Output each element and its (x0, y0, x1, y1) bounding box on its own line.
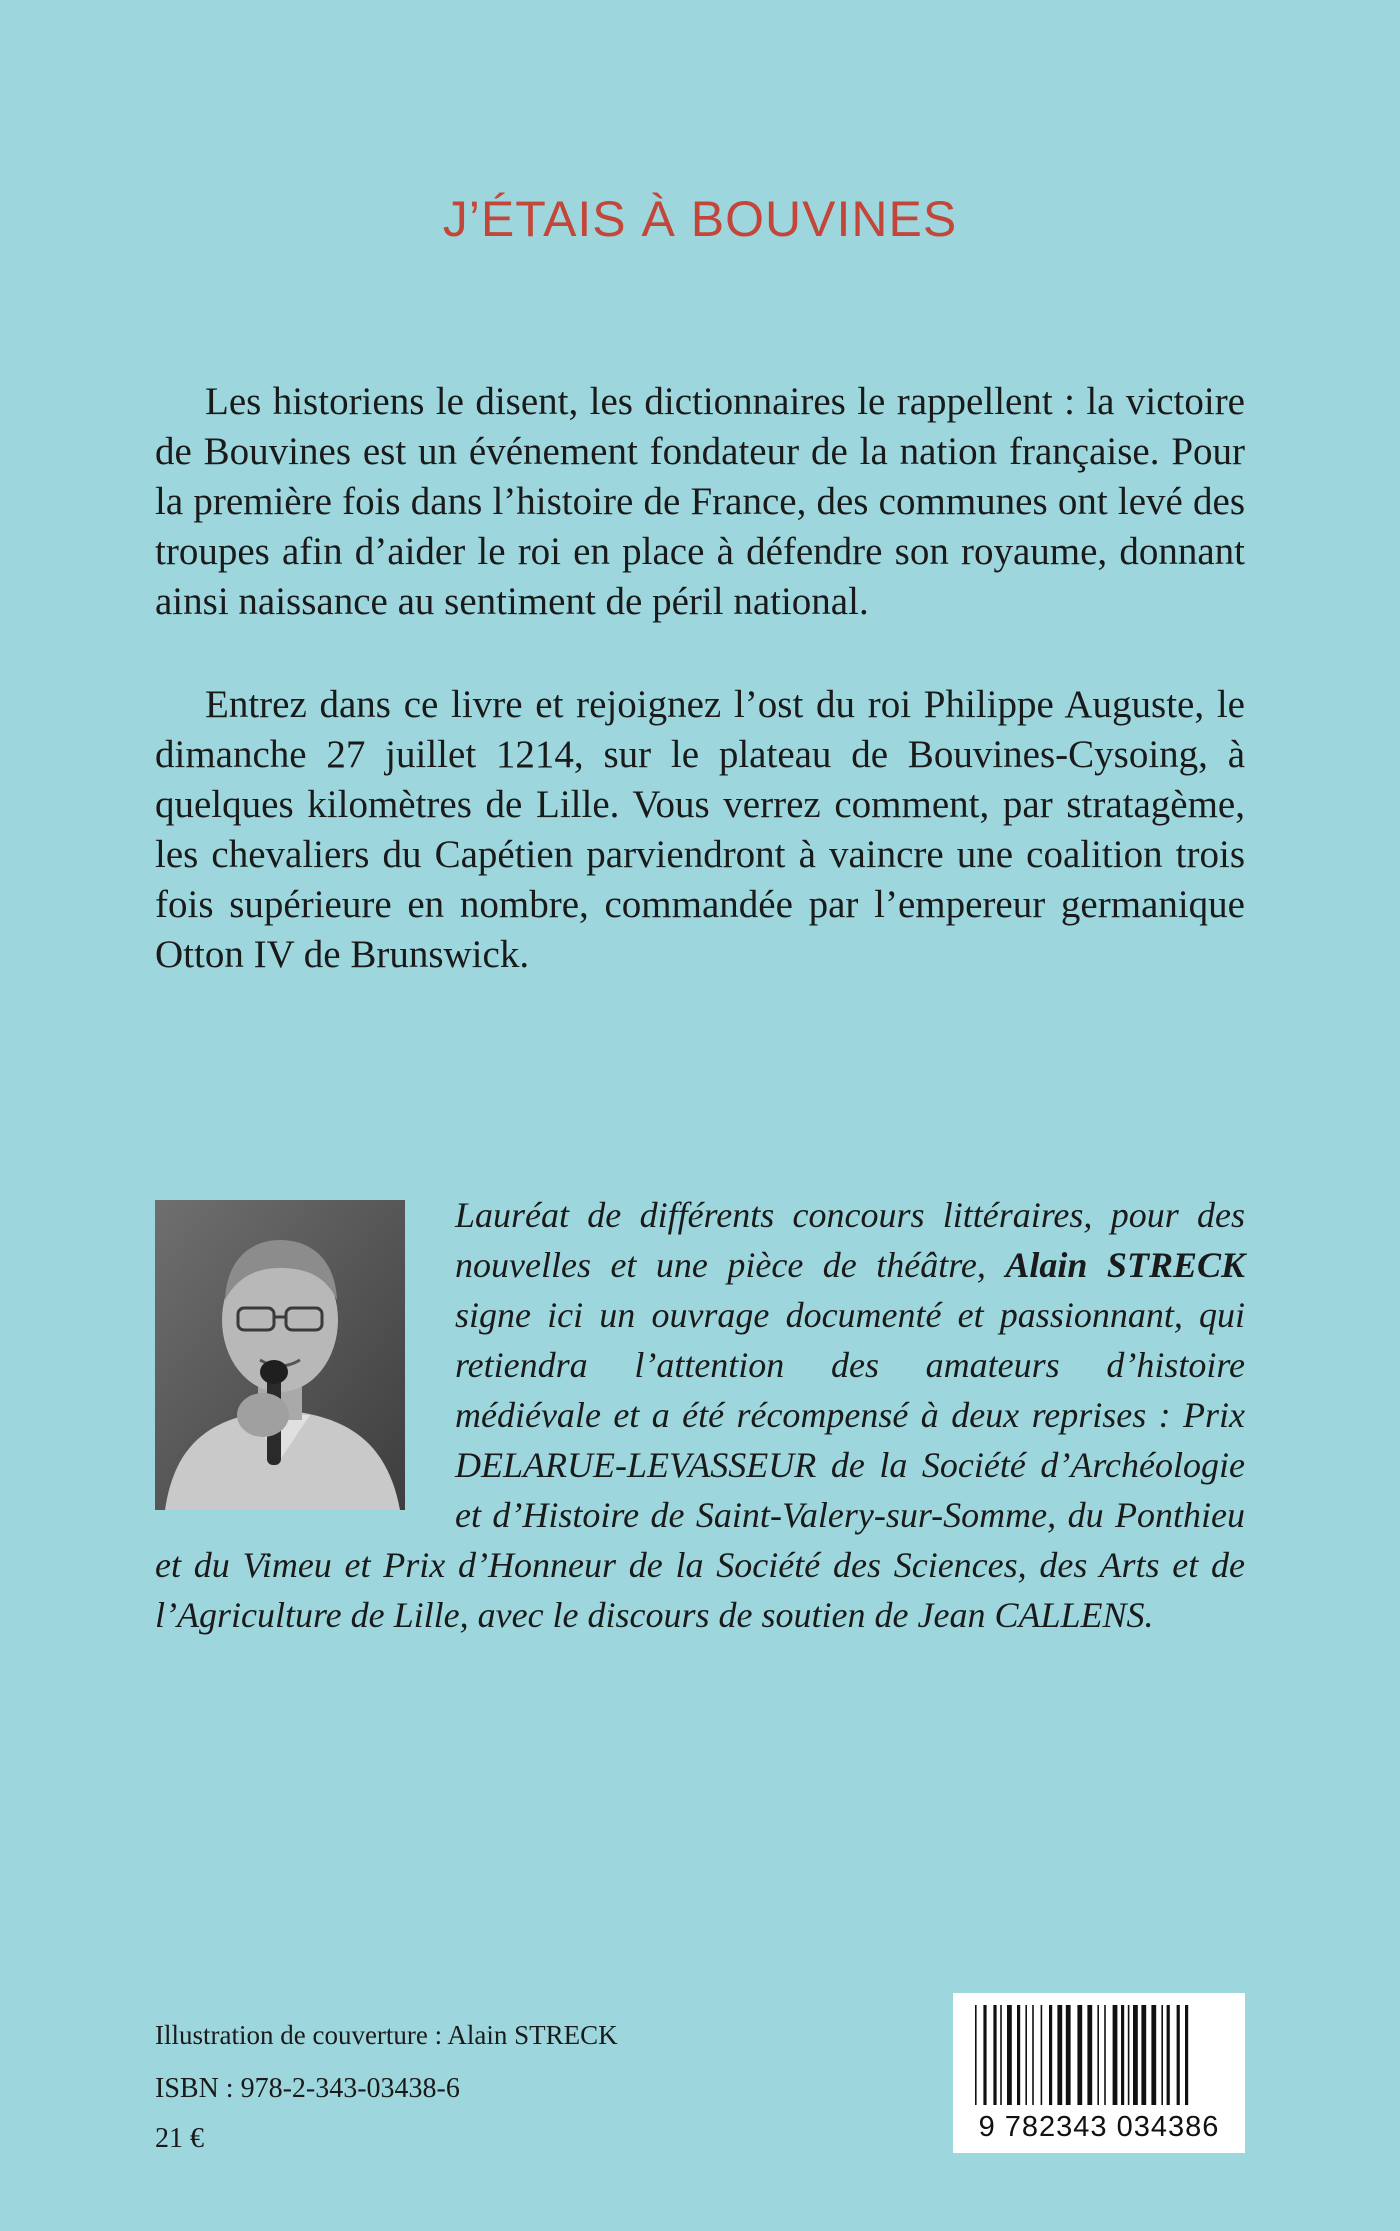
barcode-bar (1000, 2005, 1002, 2105)
barcode-bar (1032, 2005, 1034, 2105)
barcode-bar (1077, 2005, 1082, 2105)
barcode-bar (1161, 2005, 1163, 2105)
barcode-bar (993, 2005, 996, 2105)
isbn: ISBN : 978-2-343-03438-6 (155, 2073, 460, 2104)
barcode-bar (1087, 2005, 1092, 2105)
barcode-bar (1007, 2005, 1012, 2105)
barcode-bar (983, 2005, 986, 2105)
barcode-bar (1177, 2005, 1180, 2105)
price: 21 € (155, 2123, 204, 2154)
barcode-bar (1017, 2005, 1020, 2105)
barcode-bar (1185, 2005, 1188, 2105)
book-title: J’ÉTAIS À BOUVINES (442, 191, 958, 247)
barcode-bar (1049, 2005, 1052, 2105)
barcode (953, 1993, 1245, 2153)
barcode-bar (1041, 2005, 1043, 2105)
bio-text-end: signe ici un ouvrage documenté et passionnant, qui retiendra l’attention des amateurs d’histoire médiévale et a été récompensé à deux reprises : Prix DELARUE-LEVASSEUR de la Société d’Archéologie et d’Histoire de Saint-Valery-sur-Somme, du Ponthieu et du Vimeu et Prix d’Honneur de la Société des Sciences, des Arts et de l’Agriculture de Lille, avec le discours de soutien de Jean CALLENS. (155, 1295, 1245, 1635)
barcode-bar (1057, 2005, 1062, 2105)
author-name: Alain STRECK (1005, 1245, 1245, 1285)
synopsis-paragraph-1: Les historiens le disent, les dictionnaires le rappellent : la victoire de Bouvines est un événement fondateur de la nation française. Pour la première fois dans l’histoire de France, des communes ont levé des troupes afin d’aider le roi en place à défendre son royaume, donnant ainsi naissance au sentiment de péril national. (155, 380, 1245, 623)
barcode-bar (1113, 2005, 1118, 2105)
barcode-bar (1025, 2005, 1027, 2105)
author-bio (155, 1190, 1245, 1640)
barcode-bar (1167, 2005, 1170, 2105)
synopsis-paragraph-2: Entrez dans ce livre et rejoignez l’ost du roi Philippe Auguste, le dimanche 27 juillet 1214, sur le plateau de Bouvines-Cysoing, à quelques kilomètres de Lille. Vous verrez comment, par stratagème, les chevaliers du Capétien parviendront à vaincre une coalition trois fois supérieure en nombre, commandée par l’empereur germanique Otton IV de Brunswick. (155, 683, 1245, 976)
barcode-bar (1097, 2005, 1099, 2105)
barcode-bar (1121, 2005, 1124, 2105)
cover-illustration-credit: Illustration de couverture : Alain STRECK (155, 2020, 618, 2050)
barcode-bar (1151, 2005, 1156, 2105)
barcode-bar (1141, 2005, 1146, 2105)
bio-text-start: Lauréat de différents concours littéraires, pour des nouvelles et une pièce de théâtre, (455, 1195, 1245, 1285)
barcode-bar (975, 2005, 977, 2105)
barcode-number: 9 782343 034386 (978, 2111, 1220, 2143)
barcode-bar (1128, 2005, 1130, 2105)
barcode-bar (1066, 2005, 1071, 2105)
barcode-bar (1133, 2005, 1138, 2105)
barcode-bar (1104, 2005, 1106, 2105)
